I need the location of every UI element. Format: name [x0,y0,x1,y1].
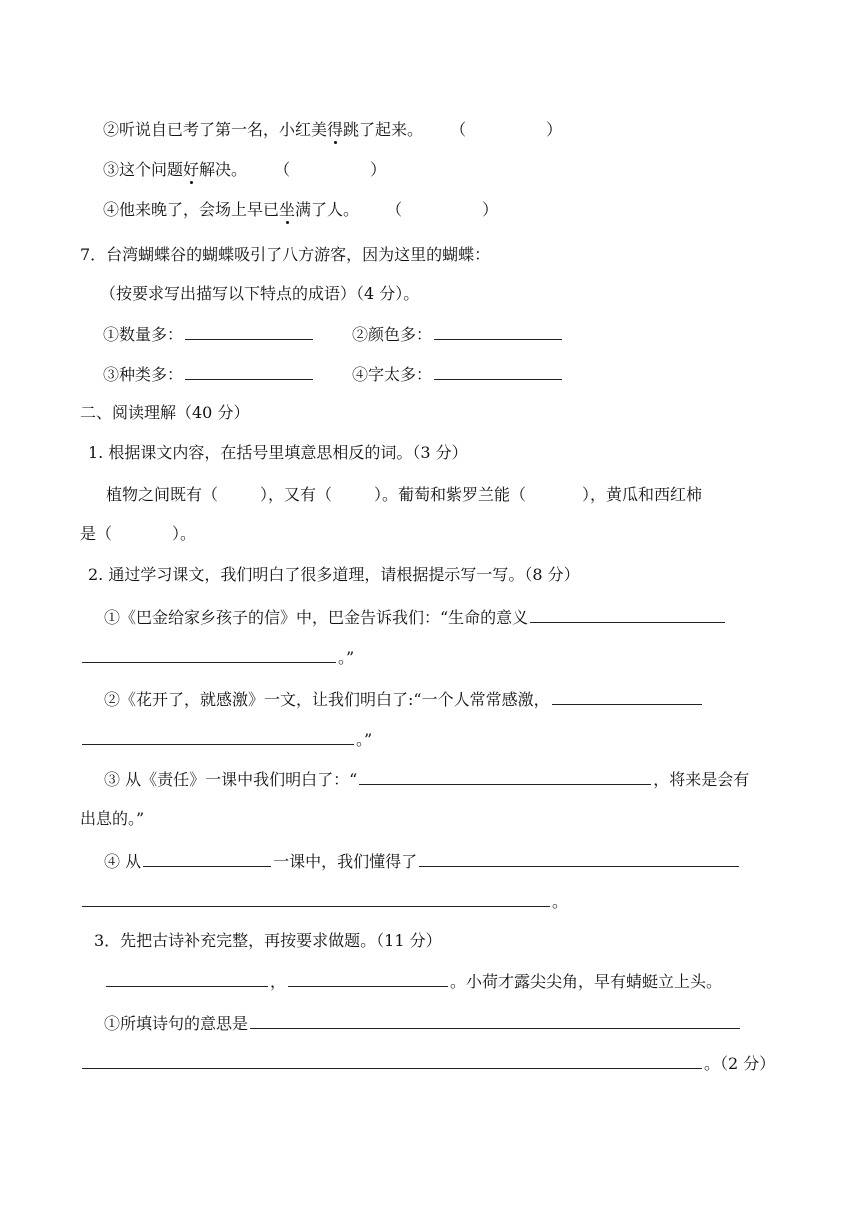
s2-q2-item-2-end: 。” [356,730,373,749]
s2-q2-item-3 [104,769,749,789]
s2-q2-item-4-text-a: ④ 从 [104,852,142,871]
s2-q2-item-2-blank-a[interactable] [552,689,702,705]
s2-q2-item-4 [104,851,741,871]
s2-q3-sub-1 [104,1013,742,1033]
s2-q2-item-4-blank-c[interactable] [82,891,550,907]
s2-q1-text-a: 植物之间既有（ [106,485,219,504]
s2-q2-item-1 [104,607,727,627]
q6-item-3-text-before: ③这个问题 [103,160,184,179]
q7-item-4 [352,364,564,384]
s2-q3-sub-1-end: 。（2 分） [704,1054,776,1073]
s2-q2-item-4-blank-a[interactable] [143,851,271,867]
s2-q3-sub-1-cont [80,1053,775,1073]
s2-q1-text-d: ），黄瓜和西红柿 [582,485,703,504]
q7-item-4-blank[interactable] [434,364,562,380]
q7-item-2-label: ②颜色多： [352,325,433,344]
q6-item-4-dotted-char: 坐 [279,200,296,219]
q6-item-4 [103,200,498,220]
s2-q2-item-2-text: ②《花开了，就感激》一文，让我们明白了:“一个人常常感激， [104,690,550,709]
s2-q2-item-4-end: 。 [552,892,569,911]
q6-item-2-paren-open: （ [450,120,467,139]
s2-q1-title: 1. 根据课文内容，在括号里填意思相反的词。（3 分） [88,443,468,462]
q7-instruction: （按要求写出描写以下特点的成语）（4 分）。 [100,284,420,303]
s2-q2-item-2 [104,689,704,709]
s2-q1-text-b: ），又有（ [260,485,333,504]
s2-q3-poem [104,971,722,991]
section-2-title: 二、阅读理解（40 分） [80,403,250,422]
s2-q3-poem-blank-2[interactable] [288,971,448,987]
q6-item-4-paren-close: ） [482,200,499,219]
q7-item-1-blank[interactable] [185,324,313,340]
q6-item-4-text-before: ④他来晚了，会场上早已 [103,200,280,219]
s2-q2-item-1-text: ①《巴金给家乡孩子的信》中，巴金告诉我们：“生命的意义 [104,608,529,627]
q6-item-3 [103,160,386,180]
s2-q1-text-e: 是（ [80,524,113,543]
s2-q2-item-4-text-b: 一课中，我们懂得了 [273,852,418,871]
q7-item-2 [352,324,564,344]
q7-title: 7．台湾蝴蝶谷的蝴蝶吸引了八方游客，因为这里的蝴蝶： [80,245,491,264]
s2-q1-text-f: ）。 [172,524,197,543]
q6-item-4-paren-open: （ [386,200,403,219]
s2-q2-item-3-text-mid: ，将来是会有 [653,770,750,789]
s2-q3-poem-text: 。小荷才露尖尖角，早有蜻蜓立上头。 [450,972,723,991]
q6-item-2-paren-close: ） [546,120,563,139]
s2-q2-item-4-blank-b[interactable] [419,851,739,867]
s2-q3-poem-blank-1[interactable] [106,971,268,987]
q6-item-3-paren-open: （ [274,160,291,179]
q6-item-3-dotted-char: 好 [183,160,200,179]
s2-q2-item-1-blank-b[interactable] [82,647,336,663]
s2-q1-line-1 [106,485,702,505]
q6-item-4-text-after: 满了人。 [295,200,360,219]
q7-item-1 [103,324,315,344]
s2-q3-title: 3．先把古诗补充完整，再按要求做题。（11 分） [94,931,442,950]
q6-item-2-text-before: ②听说自已考了第一名，小红美 [103,120,328,139]
q6-item-3-text-after: 解决。 [199,160,248,179]
s2-q2-item-1-cont [80,647,354,667]
s2-q2-item-2-blank-b[interactable] [82,729,354,745]
s2-q2-title: 2. 通过学习课文，我们明白了很多道理，请根据提示写一写。（8 分） [88,565,580,584]
s2-q2-item-2-cont [80,729,372,749]
s2-q3-sub-1-blank-b[interactable] [82,1053,702,1069]
s2-q2-item-1-blank-a[interactable] [530,607,725,623]
s2-q2-item-4-cont [80,891,568,911]
s2-q1-text-c: ）。葡萄和紫罗兰能（ [374,485,527,504]
q7-item-3-blank[interactable] [185,364,313,380]
q6-item-2-text-after: 跳了起来。 [343,120,424,139]
s2-q2-item-3-cont: 出息的。” [80,809,145,828]
s2-q3-sub-1-blank-a[interactable] [250,1013,740,1029]
s2-q3-poem-comma: ， [270,972,287,991]
q7-item-3-label: ③种类多： [103,365,184,384]
q6-item-2 [103,120,562,140]
s2-q3-sub-1-text: ①所填诗句的意思是 [104,1014,249,1033]
q7-item-2-blank[interactable] [434,324,562,340]
q7-item-1-label: ①数量多： [103,325,184,344]
s2-q1-line-2 [80,524,196,544]
s2-q2-item-3-text: ③ 从《责任》一课中我们明白了：“ [104,770,358,789]
s2-q2-item-3-blank[interactable] [359,769,651,785]
q7-item-4-label: ④字太多： [352,365,433,384]
q6-item-2-dotted-char: 得 [327,120,344,139]
s2-q2-item-1-end: 。” [338,648,355,667]
q7-item-3 [103,364,315,384]
q6-item-3-paren-close: ） [370,160,387,179]
